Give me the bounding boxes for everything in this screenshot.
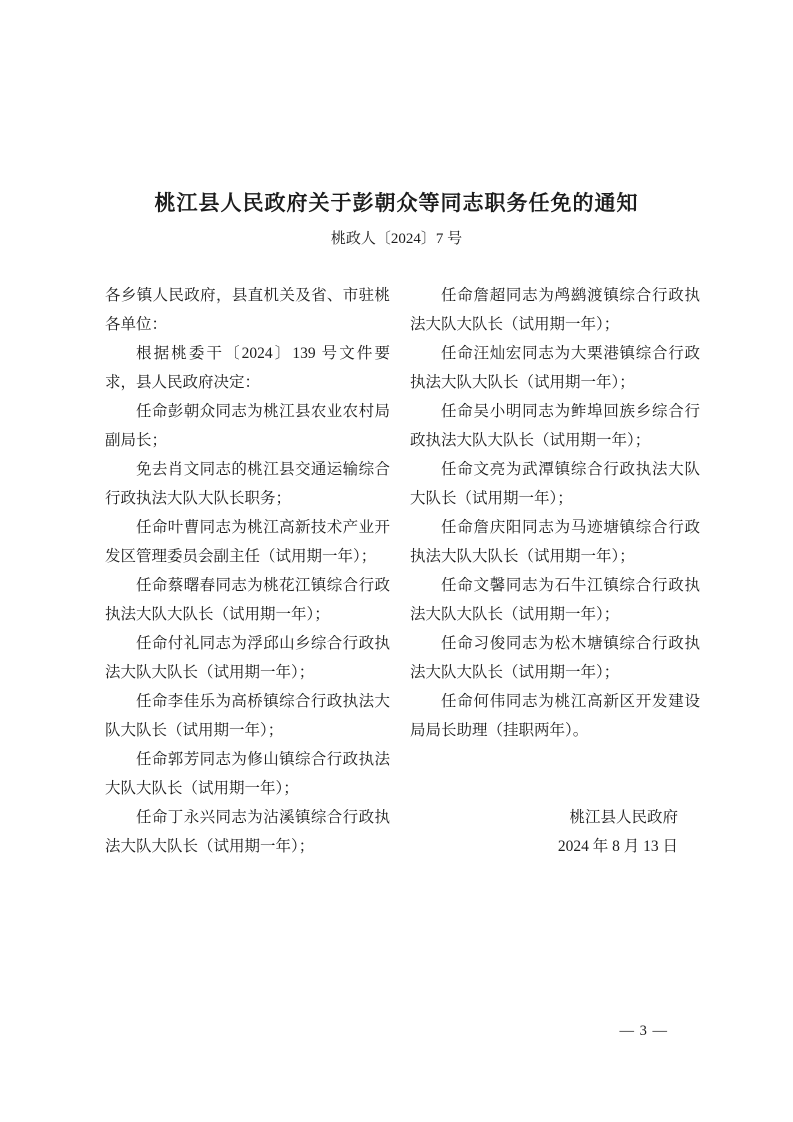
left-column (105, 281, 390, 861)
paragraph: 任命詹超同志为鸬鹚渡镇综合行政执法大队大队长（试用期一年）； (410, 287, 700, 333)
paragraph: 任命李佳乐为高桥镇综合行政执法大队大队长（试用期一年）； (105, 693, 390, 739)
paragraph: 任命蔡曙春同志为桃花江镇综合行政执法大队大队长（试用期一年）； (105, 577, 390, 623)
paragraph: 任命文亮为武潭镇综合行政执法大队大队长（试用期一年）； (410, 461, 700, 507)
paragraph: 任命丁永兴同志为沾溪镇综合行政执法大队大队长（试用期一年）； (105, 809, 390, 855)
paragraph: 任命习俊同志为松木塘镇综合行政执法大队大队长（试用期一年）； (410, 635, 700, 681)
signature-date: 2024 年 8 月 13 日 (557, 838, 678, 855)
salutation: 各乡镇人民政府，县直机关及省、市驻桃各单位： (105, 287, 390, 333)
document-body (0, 281, 793, 861)
right-column (410, 281, 700, 861)
paragraph: 任命郭芳同志为修山镇综合行政执法大队大队长（试用期一年）； (105, 751, 390, 797)
paragraph: 任命文馨同志为石牛江镇综合行政执法大队大队长（试用期一年）； (410, 577, 700, 623)
document-number: 桃政人〔2024〕7 号 (330, 231, 463, 247)
paragraph: 任命汪灿宏同志为大栗港镇综合行政执法大队大队长（试用期一年）； (410, 345, 700, 391)
signature-org: 桃江县人民政府 (569, 809, 678, 826)
paragraph: 任命詹庆阳同志为马迹塘镇综合行政执法大队大队长（试用期一年）； (410, 519, 700, 565)
signature-block (410, 803, 700, 861)
paragraph: 任命叶曹同志为桃江高新技术产业开发区管理委员会副主任（试用期一年）； (105, 519, 390, 565)
paragraph: 免去肖文同志的桃江县交通运输综合行政执法大队大队长职务； (105, 461, 390, 507)
paragraph: 任命彭朝众同志为桃江县农业农村局副局长； (105, 403, 390, 449)
paragraph: 根据桃委干〔2024〕139 号文件要求，县人民政府决定： (105, 345, 390, 391)
document-title: 桃江县人民政府关于彭朝众等同志职务任免的通知 (154, 191, 639, 215)
page-number: — 3 — (619, 1023, 668, 1039)
paragraph: 任命付礼同志为浮邱山乡综合行政执法大队大队长（试用期一年）； (105, 635, 390, 681)
paragraph: 任命何伟同志为桃江高新区开发建设局局长助理（挂职两年）。 (410, 693, 700, 739)
paragraph: 任命吴小明同志为鲊埠回族乡综合行政执法大队大队长（试用期一年）； (410, 403, 700, 449)
